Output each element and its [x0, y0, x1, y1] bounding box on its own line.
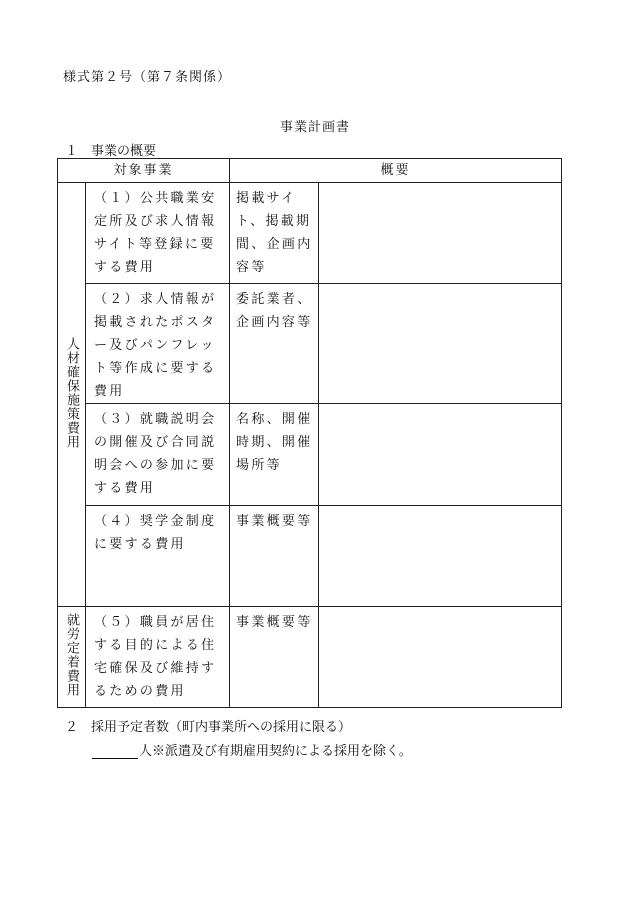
section-2-heading [65, 716, 351, 735]
overview-input-cell[interactable] [319, 284, 562, 404]
section-2-number: ２ [65, 720, 79, 735]
table-row [58, 183, 562, 284]
table-header-row [58, 159, 562, 183]
table-row [58, 404, 562, 506]
item-description: （１）公共職業安定所及び求人情報サイト等登録に要する費用 [86, 183, 230, 284]
hire-count-line [92, 740, 412, 759]
table-row [58, 607, 562, 708]
hire-count-note: ※派遣及び有期雇用契約による採用を除く。 [152, 744, 412, 759]
section-1-number: １ [65, 144, 79, 159]
overview-input-cell[interactable] [319, 183, 562, 284]
header-overview: 概要 [230, 159, 562, 183]
section-2-title: 採用予定者数（町内事業所への採用に限る） [91, 720, 352, 735]
item-examples: 委託業者、企画内容等 [230, 284, 319, 404]
item-examples: 事業概要等 [230, 506, 319, 607]
hire-count-blank[interactable] [92, 745, 138, 759]
overview-input-cell[interactable] [319, 404, 562, 506]
section-1-heading [65, 140, 156, 159]
document-title: 事業計画書 [279, 120, 350, 135]
overview-input-cell[interactable] [319, 506, 562, 607]
item-examples: 名称、開催時期、開催場所等 [230, 404, 319, 506]
category-label: 人材確保施策費用 [64, 336, 79, 449]
table-row [58, 284, 562, 404]
form-number: 様式第２号（第７条関係） [63, 70, 232, 85]
table-row [58, 506, 562, 607]
header-target-business: 対象事業 [58, 159, 230, 183]
item-description: （３）就職説明会の開催及び合同説明会への参加に要する費用 [86, 404, 230, 506]
section-1-title: 事業の概要 [91, 144, 157, 159]
item-description: （２）求人情報が掲載されたポスター及びパンフレット等作成に要する費用 [86, 284, 230, 404]
item-examples: 事業概要等 [230, 607, 319, 708]
business-plan-table [57, 158, 562, 708]
overview-input-cell[interactable] [319, 607, 562, 708]
item-description: （５）職員が居住する目的による住宅確保及び維持するための費用 [86, 607, 230, 708]
hire-count-unit: 人 [139, 744, 153, 759]
category-retention-cost [58, 607, 86, 708]
category-recruitment-cost [58, 183, 86, 607]
category-label: 就労定着費用 [64, 613, 79, 697]
item-description: （４）奨学金制度に要する費用 [86, 506, 230, 607]
item-examples: 掲載サイト、掲載期間、企画内容等 [230, 183, 319, 284]
